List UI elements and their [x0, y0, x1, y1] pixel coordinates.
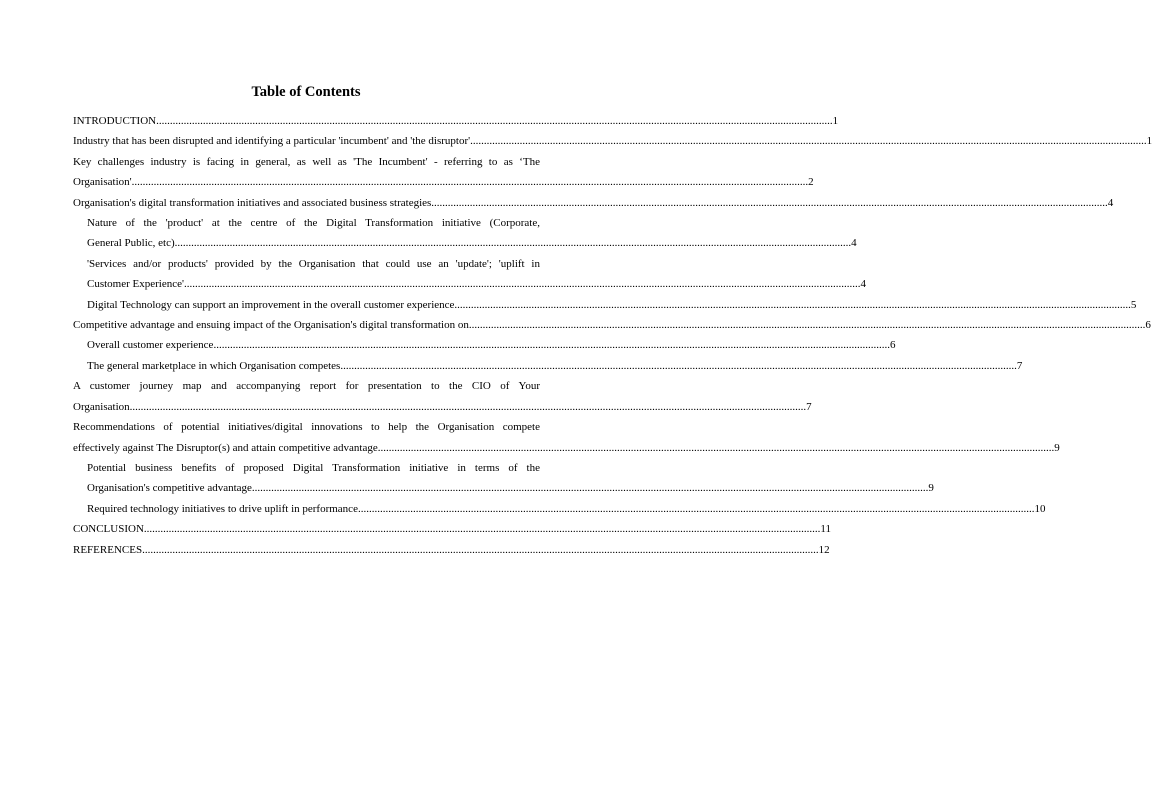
toc-leader-dots: ...................................................................................................................................................................................................................................................... [340, 359, 1017, 372]
toc-leader-dots: ...................................................................................................................................................................................................................................................... [468, 319, 1146, 332]
toc-entry[interactable] [87, 356, 1023, 376]
toc-entry[interactable] [87, 213, 857, 254]
toc-leader-dots: ...................................................................................................................................................................................................................................................... [142, 543, 819, 556]
toc-entry-text: REFERENCES [73, 543, 143, 556]
toc-entry[interactable] [73, 417, 1060, 458]
toc-page-number: 7 [806, 400, 812, 413]
toc-page-number: 5 [1130, 298, 1137, 311]
toc-entry[interactable] [87, 254, 866, 295]
toc-page-number: 1 [1146, 135, 1152, 148]
toc-entry-continuation [73, 438, 1060, 458]
toc-entry-text: Competitive advantage and ensuing impact of the Organisation's digital transformation on [73, 319, 469, 332]
toc-leader-dots: ...................................................................................................................................................................................................................................................... [129, 400, 807, 413]
toc-entry[interactable] [73, 152, 814, 193]
toc-entry-text: Organisation's digital transformation initiatives and associated business strategies [73, 196, 432, 209]
toc-entry-text: Recommendations of potential initiatives/digital innovations to help the Organisation compete [73, 421, 540, 434]
toc-entry-text: General Public, etc) [87, 237, 175, 250]
toc-entry-text: INTRODUCTION [73, 115, 157, 127]
toc-leader-dots: ...................................................................................................................................................................................................................................................... [174, 237, 852, 250]
toc-leader-dots: ...................................................................................................................................................................................................................................................... [357, 502, 1035, 515]
toc-entry[interactable] [87, 335, 896, 355]
toc-entry[interactable] [73, 131, 1152, 151]
toc-leader-dots: ...................................................................................................................................................................................................................................................... [131, 176, 809, 189]
toc-entry-text: Overall customer experience [87, 339, 214, 352]
toc-entry-continuation [87, 478, 934, 498]
toc-entry-text: Nature of the 'product' at the centre of the Digital Transformation initiative (Corporate, [87, 217, 540, 230]
toc-entry-text: A customer journey map and accompanying report for presentation to the CIO of Your [73, 380, 540, 393]
toc-entry-text: Digital Technology can support an improvement in the overall customer experience [87, 298, 455, 311]
toc-leader-dots: ...................................................................................................................................................................................................................................................... [143, 523, 821, 536]
toc-entry-text: Potential business benefits of proposed Digital Transformation initiative in terms of the [87, 461, 540, 474]
toc-page-number: 7 [1016, 359, 1023, 372]
toc-page-number: 11 [820, 523, 831, 536]
toc-entry-text: Organisation's competitive advantage [87, 482, 252, 495]
toc-entry[interactable] [73, 376, 812, 417]
toc-leader-dots: ...................................................................................................................................................................................................................................................... [213, 339, 890, 352]
toc-page-number: 4 [860, 278, 866, 291]
toc-entry[interactable] [73, 315, 1151, 335]
toc-entry-continuation [87, 274, 866, 294]
toc-entry-continuation [87, 233, 857, 253]
toc-entry-text: Required technology initiatives to drive uplift in performance [87, 502, 358, 515]
toc-page-number: 6 [1145, 319, 1151, 332]
toc-leader-dots: ...................................................................................................................................................................................................................................................... [377, 441, 1055, 454]
toc-entry-text: Industry that has been disrupted and identifying a particular 'incumbent' and 'the disruptor' [73, 135, 471, 148]
toc-page-number: 12 [818, 543, 830, 556]
toc-page-number: 10 [1034, 502, 1046, 515]
toc-entry-text: Organisation [73, 400, 130, 413]
toc-entry[interactable] [87, 458, 934, 499]
toc-entry[interactable] [73, 193, 1114, 213]
toc-entry-text: Key challenges industry is facing in general, as well as 'The Incumbent' - referring to as ‘The [73, 155, 540, 168]
toc-page-number: 1 [832, 115, 839, 127]
table-of-contents [73, 111, 1152, 560]
toc-entry[interactable] [87, 295, 1137, 315]
toc-leader-dots: ...................................................................................................................................................................................................................................................... [183, 278, 861, 291]
toc-entry-text: Organisation' [73, 176, 132, 189]
toc-entry-continuation [73, 397, 812, 417]
toc-entry[interactable] [87, 499, 1046, 519]
toc-page-number: 4 [851, 237, 857, 250]
toc-entry[interactable] [73, 519, 831, 539]
toc-leader-dots: ...................................................................................................................................................................................................................................................... [454, 298, 1131, 311]
toc-entry[interactable] [73, 111, 839, 131]
toc-page-number: 9 [928, 482, 934, 495]
toc-entry-continuation [73, 172, 814, 192]
toc-leader-dots: ...................................................................................................................................................................................................................................................... [251, 482, 929, 495]
toc-entry-text: CONCLUSION [73, 523, 144, 536]
toc-page-number: 4 [1107, 196, 1114, 209]
toc-leader-dots: ...................................................................................................................................................................................................................................................... [156, 115, 833, 127]
toc-entry-text: The general marketplace in which Organisation competes [87, 359, 341, 372]
toc-page-number: 9 [1054, 441, 1060, 454]
toc-page-number: 6 [889, 339, 896, 352]
toc-title: Table of Contents [251, 84, 361, 100]
toc-entry-text: Customer Experience' [87, 278, 184, 291]
toc-entry[interactable] [73, 540, 830, 560]
toc-page-number: 2 [808, 176, 814, 189]
toc-entry-text: 'Services and/or products' provided by the Organisation that could use an 'update'; 'uplift in [87, 257, 540, 270]
toc-leader-dots: ...................................................................................................................................................................................................................................................... [431, 196, 1108, 209]
toc-leader-dots: ...................................................................................................................................................................................................................................................... [470, 135, 1147, 148]
toc-entry-text: effectively against The Disruptor(s) and attain competitive advantage [73, 441, 378, 454]
